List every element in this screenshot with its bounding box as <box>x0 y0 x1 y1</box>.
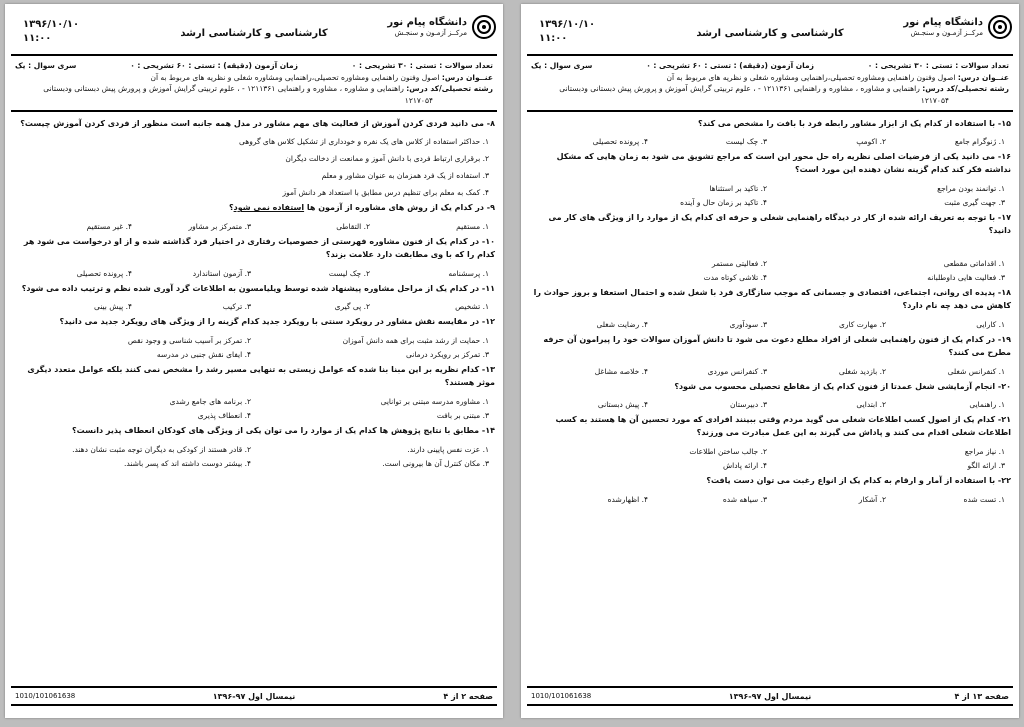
answer-option: ۴. رضایت شغلی <box>596 320 648 330</box>
answer-option: ۳. مکان کنترل آن ها بیرونی است. <box>382 458 489 468</box>
field-label: رشته تحصیلی/کد درس: <box>922 84 1009 94</box>
answer-option: ۴. بیشتر دوست داشته اند که پسر باشند. <box>123 458 251 468</box>
question-text: ۱۰- در کدام یک از فنون مشاوره فهرستی از خصوصیات رفتاری در اختیار فرد گذاشته شده و از او درخواست می شود هر کدام را که با وی مطابقت دارد علامت بزند؟ <box>23 237 495 259</box>
answer-option: ۱. مشاوره مدرسه مبتنی بر توانایی <box>380 396 489 406</box>
term-label: نیمسال اول ۹۷-۱۳۹۶ <box>212 691 296 701</box>
answer-option: ۳. سودآوری <box>729 320 767 330</box>
question-text: ۱۲- در مقایسه نقش مشاور در رویکرد سنتی با رویکرد جدید کدام گزینه را از ویژگی های رویکرد جدید می دانید؟ <box>59 317 495 327</box>
question-item <box>13 316 495 359</box>
answer-option: ۴. پیش دبستانی <box>597 400 648 410</box>
exam-page-right <box>521 4 1019 718</box>
page-header <box>521 4 1019 54</box>
answer-option: ۳. متمرکز بر مشاور <box>188 222 251 232</box>
question-emphasis: استفاده نمی شود <box>233 203 305 213</box>
answer-option: ۲. التقاطی <box>336 222 370 232</box>
answer-options <box>529 495 1011 504</box>
answer-option: ۱. تست شده <box>963 494 1005 504</box>
answer-option: ۲. ابتدایی <box>856 400 886 410</box>
answer-option: ۲. تاکید بر استثناها <box>709 183 767 193</box>
exam-info-box <box>527 54 1013 112</box>
answer-option: ۳. دبیرستان <box>730 400 767 410</box>
course-title: اصول وفنون راهنمایی ومشاوره تحصیلی،راهنمایی ومشاوره شغلی و نظریه های مربوط به آن <box>666 72 956 82</box>
answer-option: ۳. استفاده از یک فرد همزمان به عنوان مشاور و معلم <box>321 171 489 181</box>
answer-option: ۲. برنامه های جامع رشدی <box>169 396 251 406</box>
exam-title: کارشناسی و کارشناسی ارشد <box>180 28 328 39</box>
answer-option: ۱. حمایت از رشد مثبت برای همه دانش آموزان <box>342 336 489 346</box>
question-text: ۱۵- با استفاده از کدام یک از ابزار مشاور رابطه فرد با بافت را مشخص می کند؟ <box>697 118 1011 128</box>
question-item <box>529 212 1011 283</box>
page-number: صفحه ۱۳ از ۴ <box>954 691 1009 701</box>
question-text: ۱۳- کدام نظریه بر این مبنا بنا شده که عوامل زیستی به تنهایی مسیر رشد را مشخص نمی کنند بلکه عوامل متعدد دیگری موثر هستند؟ <box>27 365 495 388</box>
field-codes: راهنمایی و مشاوره ، مشاوره و راهنمایی ۱۲۱۱۳۶۱ - ، علوم تربیتی گرایش آموزش و پرورش پیش دبستانی ودبستانی <box>559 84 920 94</box>
question-count: تعداد سوالات : تستی : ۳۰ تشریحی : ۰ <box>351 61 493 70</box>
answer-option: ۴. تاکید بر زمان حال و آینده <box>680 197 767 207</box>
answer-option: ۴. کمک به معلم برای تنظیم درس مطابق با استعداد هر دانش آموز <box>282 188 489 198</box>
answer-option: ۲. جالب ساختن اطلاعات <box>689 447 767 457</box>
course-code: ۱۲۱۷۰۵۴ <box>404 95 433 105</box>
course-code: ۱۲۱۷۰۵۴ <box>920 95 949 105</box>
answer-options <box>529 447 1011 470</box>
page-footer <box>11 686 497 706</box>
answer-options <box>13 336 495 359</box>
page-header <box>5 4 503 54</box>
answer-option: ۱. حداکثر استفاده از کلاس های یک نفره و خودداری از تشکیل کلاس های گروهی <box>239 137 489 147</box>
question-list <box>5 112 503 468</box>
question-text: ۱۸- پدیده ای روانی، اجتماعی، اقتصادی و جسمانی که موجب سازگاری فرد با شغل شده و احتمال استعفا و بروز حوادث را کاهش می دهد چه نام دارد؟ <box>533 288 1011 311</box>
answer-option: ۴. پرونده تحصیلی <box>592 137 648 147</box>
answer-options <box>13 222 495 231</box>
answer-option: ۱. اقداماتی مقطعی <box>943 259 1005 269</box>
answer-option: ۱. توانمند بودن مراجع <box>937 183 1005 193</box>
answer-option: ۲. قادر هستند از کودکی به دیگران توجه مثبت نشان دهند. <box>72 444 251 454</box>
center-name: مرکــز آزمـون و سنجـش <box>910 28 983 37</box>
answer-option: ۲. برقراری ارتباط فردی با دانش آموز و ممانعت از دخالت دیگران <box>285 154 489 164</box>
question-text: ۱۱- در کدام یک از مراحل مشاوره پیشنهاد شده توسط ویلیامسون به اطلاعات گرد آوری شده نظم و ترتیب داده می شود؟ <box>21 283 495 293</box>
answer-option: ۳. آزمون استاندارد <box>192 268 251 278</box>
answer-options <box>13 137 495 197</box>
course-title: اصول وفنون راهنمایی ومشاوره تحصیلی،راهنمایی ومشاوره شغلی و نظریه های مربوط به آن <box>150 72 440 82</box>
answer-option: ۱. نیاز مراجع <box>964 447 1005 457</box>
answer-options <box>13 302 495 311</box>
answer-option: ۲. فعالیتی مستمر <box>711 259 767 269</box>
question-series: سری سوال : یک <box>531 61 593 70</box>
question-item <box>529 287 1011 329</box>
question-item <box>529 334 1011 376</box>
answer-option: ۴. غیر مستقیم <box>86 222 132 232</box>
question-item <box>13 425 495 468</box>
question-item <box>13 236 495 278</box>
question-list <box>521 112 1019 504</box>
question-text <box>13 202 495 215</box>
answer-option: ۲. بازدید شغلی <box>838 366 886 376</box>
answer-option: ۴. ارائه پاداش <box>722 461 767 471</box>
question-text: ۲۲- با استفاده از آمار و ارقام به کدام یک از انواع رغبت می توان دست یافت؟ <box>706 476 1011 486</box>
exam-title: کارشناسی و کارشناسی ارشد <box>696 28 844 39</box>
question-item <box>529 118 1011 147</box>
answer-option: ۱. تشخیص <box>455 302 489 312</box>
question-count: تعداد سوالات : تستی : ۳۰ تشریحی : ۰ <box>867 61 1009 70</box>
question-text: ۸- می دانید فردی کردن آموزش از فعالیت های مهم مشاور در مدل همه جانبه است منظور از فردی کردن آموزش چیست؟ <box>20 118 495 128</box>
answer-option: ۱. راهنمایی <box>969 400 1005 410</box>
page-footer <box>527 686 1013 706</box>
question-text: ۱۴- مطابق با نتایج پژوهش ها کدام یک از موارد را می توان یکی از ویژگی های کودکان انعطاف پذیر دانست؟ <box>72 425 495 435</box>
course-label: عنــوان درس: <box>957 72 1009 82</box>
answer-option: ۳. ترکیب <box>222 302 251 312</box>
question-text-part: ۹- در کدام یک از روش های مشاوره از آزمون ها <box>304 203 495 213</box>
answer-option: ۱. کارایی <box>976 320 1005 330</box>
answer-option: ۴. تلاشی کوتاه مدت <box>703 273 767 283</box>
exam-duration: زمان آزمون (دقیقه) : تستی : ۶۰ تشریحی : ۰ <box>130 61 298 70</box>
exam-datetime <box>23 18 79 45</box>
question-text: ۱۹- در کدام یک از فنون راهنمایی شغلی از افراد مطلع دعوت می شود تا دانش آموزان سوالات خود را پیرامون آن حرفه مطرح می کنند؟ <box>543 335 1011 357</box>
answer-option: ۱. عزت نفس پایینی دارند. <box>407 444 489 454</box>
page-number: صفحه ۲ از ۴ <box>443 691 493 701</box>
term-label: نیمسال اول ۹۷-۱۳۹۶ <box>728 691 812 701</box>
question-text: ۱۷- با توجه به تعریف ارائه شده از کار در دیدگاه راهنمایی شغلی و حرفه ای کدام یک از موارد را از ویژگی های کار می دانید؟ <box>548 212 1011 235</box>
question-item <box>13 364 495 420</box>
answer-option: ۴. پرونده تحصیلی <box>76 268 132 278</box>
answer-option: ۱. ژنوگرام جامع <box>954 137 1005 147</box>
exam-datetime <box>539 18 595 45</box>
answer-option: ۴. پیش بینی <box>94 302 132 312</box>
answer-option: ۳. فعالیت هایی داوطلبانه <box>927 273 1005 283</box>
answer-options <box>13 445 495 468</box>
exam-info-box <box>11 54 497 112</box>
answer-options <box>529 184 1011 207</box>
exam-date: ۱۳۹۶/۱۰/۱۰ <box>539 19 596 30</box>
answer-option: ۱. پرسشنامه <box>448 268 489 278</box>
question-item <box>13 202 495 231</box>
exam-code: 1010/101061638 <box>15 692 76 700</box>
exam-page-left <box>5 4 503 718</box>
question-text: ۲۱- کدام یک از اصول کسب اطلاعات شغلی می گوید مردم وقتی ببینند افرادی که مورد تحسین آن ها هستند به کسب اطلاعات شغلی اقدام می کنند و پاداش می گیرند به این عمل مبادرت می ورزند؟ <box>555 415 1011 438</box>
answer-options <box>529 400 1011 409</box>
exam-duration: زمان آزمون (دقیقه) : تستی : ۶۰ تشریحی : ۰ <box>646 61 814 70</box>
answer-option: ۴. ایفای نقش جنبی در مدرسه <box>156 350 251 360</box>
answer-options <box>13 397 495 420</box>
course-label: عنــوان درس: <box>441 72 493 82</box>
question-text: ۱۶- می دانید یکی از فرضیات اصلی نظریه راه حل محور این است که مراجع تشویق می شود به زمان هایی که مشکل نداشته فکر کند کدام گزینه نشان دهنده این مورد است؟ <box>556 152 1011 175</box>
answer-option: ۴. اظهارشده <box>607 494 648 504</box>
exam-code: 1010/101061638 <box>531 692 592 700</box>
answer-option: ۳. سیاهه شده <box>722 494 767 504</box>
answer-options <box>529 259 1011 282</box>
question-item <box>13 118 495 198</box>
answer-option: ۳. کنفرانس موردی <box>707 366 767 376</box>
answer-options <box>13 269 495 278</box>
answer-options <box>529 367 1011 376</box>
exam-time: ۱۱:۰۰ <box>539 32 568 44</box>
question-series: سری سوال : یک <box>15 61 77 70</box>
question-item <box>529 381 1011 410</box>
answer-option: ۲. تمرکز بر آسیب شناسی و وجود نقص <box>127 336 251 346</box>
answer-option: ۳. چک لیست <box>725 137 767 147</box>
center-name: مرکــز آزمـون و سنجـش <box>394 28 467 37</box>
university-name: دانشگاه پیام نور <box>903 17 983 29</box>
question-item <box>529 475 1011 504</box>
answer-option: ۲. اکومپ <box>856 137 886 147</box>
question-item <box>529 414 1011 470</box>
answer-option: ۴. خلاصه مشاغل <box>594 366 648 376</box>
exam-date: ۱۳۹۶/۱۰/۱۰ <box>23 19 80 30</box>
answer-option: ۲. پی گیری <box>334 302 370 312</box>
answer-option: ۲. مهارت کاری <box>839 320 886 330</box>
answer-option: ۳. ارائه الگو <box>967 461 1005 471</box>
answer-options <box>529 137 1011 146</box>
answer-option: ۱. کنفرانس شغلی <box>947 366 1005 376</box>
answer-options <box>529 320 1011 329</box>
answer-option: ۱. مستقیم <box>456 222 489 232</box>
question-text: ۲۰- انجام آزمایشی شغل عمدتا از فنون کدام یک از مقاطع تحصیلی محسوب می شود؟ <box>674 381 1011 391</box>
answer-option: ۴. انعطاف پذیری <box>197 410 251 420</box>
question-item <box>529 151 1011 207</box>
answer-option: ۲. آشکار <box>858 494 886 504</box>
field-label: رشته تحصیلی/کد درس: <box>406 84 493 94</box>
exam-time: ۱۱:۰۰ <box>23 32 52 44</box>
question-text-part: ؟ <box>228 203 234 213</box>
question-item <box>13 283 495 312</box>
answer-option: ۳. تمرکز بر رویکرد درمانی <box>405 350 489 360</box>
answer-option: ۳. جهت گیری مثبت <box>944 197 1005 207</box>
answer-option: ۲. چک لیست <box>328 268 370 278</box>
field-codes: راهنمایی و مشاوره ، مشاوره و راهنمایی ۱۲۱۱۳۶۱ - ، علوم تربیتی گرایش آموزش و پرورش پیش دبستانی ودبستانی <box>43 84 404 94</box>
answer-option: ۳. مبتنی بر بافت <box>436 410 489 420</box>
university-name: دانشگاه پیام نور <box>387 17 467 29</box>
